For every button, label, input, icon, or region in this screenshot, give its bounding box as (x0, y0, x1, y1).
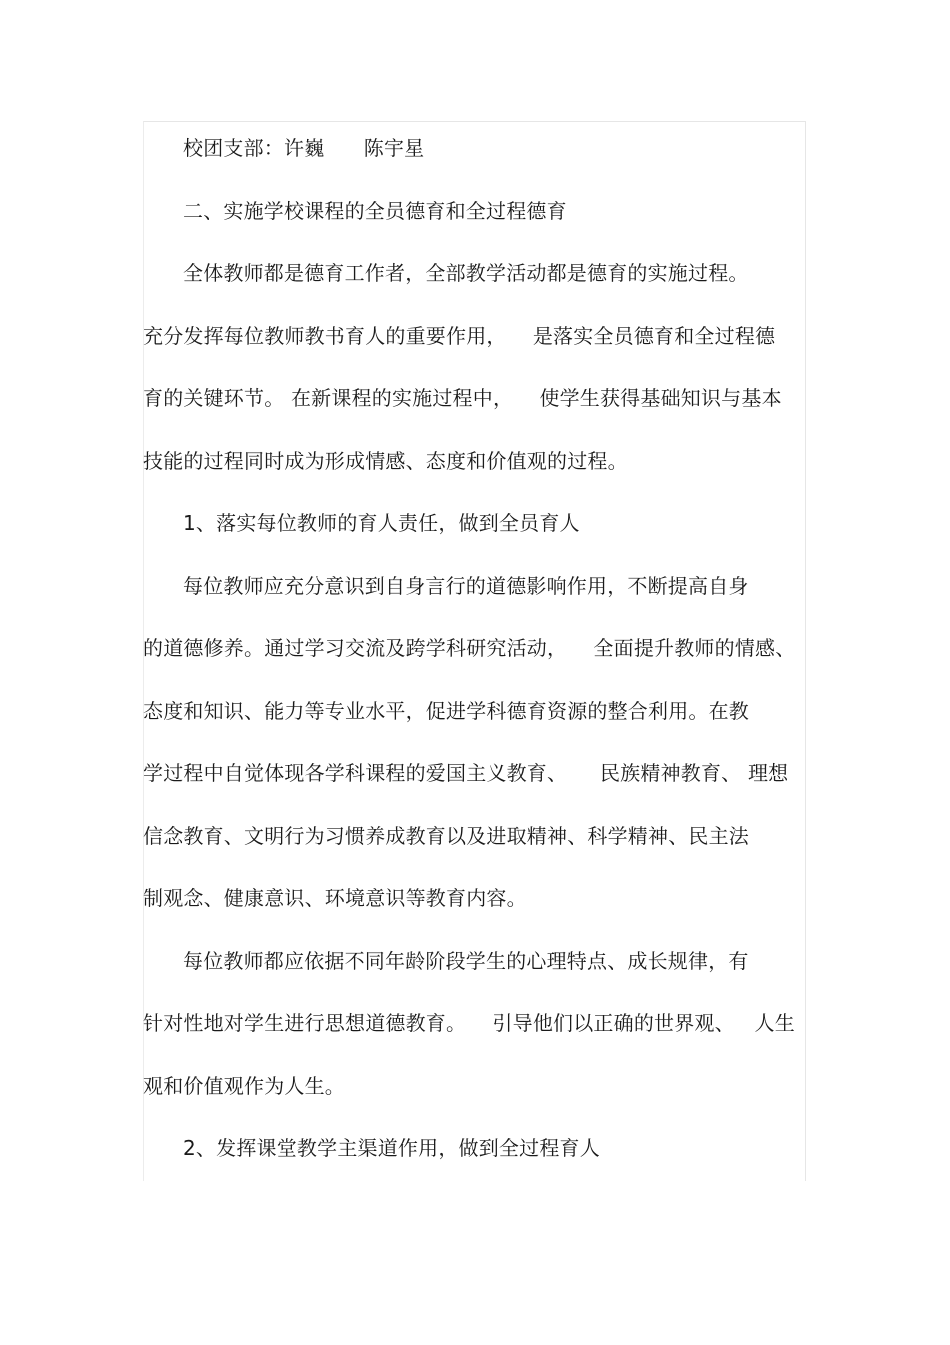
paragraph-line: 每位教师应充分意识到自身言行的道德影响作用，不断提高自身 (183, 574, 749, 598)
paragraph-line: 充分发挥每位教师教书育人的重要作用， 是落实全员德育和全过程德 (143, 324, 776, 348)
section-heading-2: 二、实施学校课程的全员德育和全过程德育 (183, 199, 567, 223)
subsection-heading-1: 1、落实每位教师的育人责任，做到全员育人 (183, 511, 580, 535)
paragraph-line: 学过程中自觉体现各学科课程的爱国主义教育、 民族精神教育、 理想 (143, 761, 789, 785)
paragraph-line: 每位教师都应依据不同年龄阶段学生的心理特点、成长规律，有 (183, 949, 749, 973)
paragraph-line: 技能的过程同时成为形成情感、态度和价值观的过程。 (143, 449, 628, 473)
branch-members-line: 校团支部：许巍 陈宇星 (183, 136, 425, 160)
subsection-heading-2: 2、发挥课堂教学主渠道作用，做到全过程育人 (183, 1136, 600, 1160)
paragraph-line: 针对性地对学生进行思想道德教育。 引导他们以正确的世界观、 人生 (143, 1011, 795, 1035)
paragraph-line: 信念教育、文明行为习惯养成教育以及进取精神、科学精神、民主法 (143, 824, 749, 848)
paragraph-line: 制观念、健康意识、环境意识等教育内容。 (143, 886, 527, 910)
paragraph-line: 全体教师都是德育工作者，全部教学活动都是德育的实施过程。 (183, 261, 749, 285)
paragraph-line: 观和价值观作为人生。 (143, 1074, 345, 1098)
paragraph-line: 育的关键环节。 在新课程的实施过程中， 使学生获得基础知识与基本 (143, 386, 782, 410)
paragraph-line: 态度和知识、能力等专业水平，促进学科德育资源的整合利用。在教 (143, 699, 749, 723)
paragraph-line: 的道德修养。通过学习交流及跨学科研究活动， 全面提升教师的情感、 (143, 636, 796, 660)
